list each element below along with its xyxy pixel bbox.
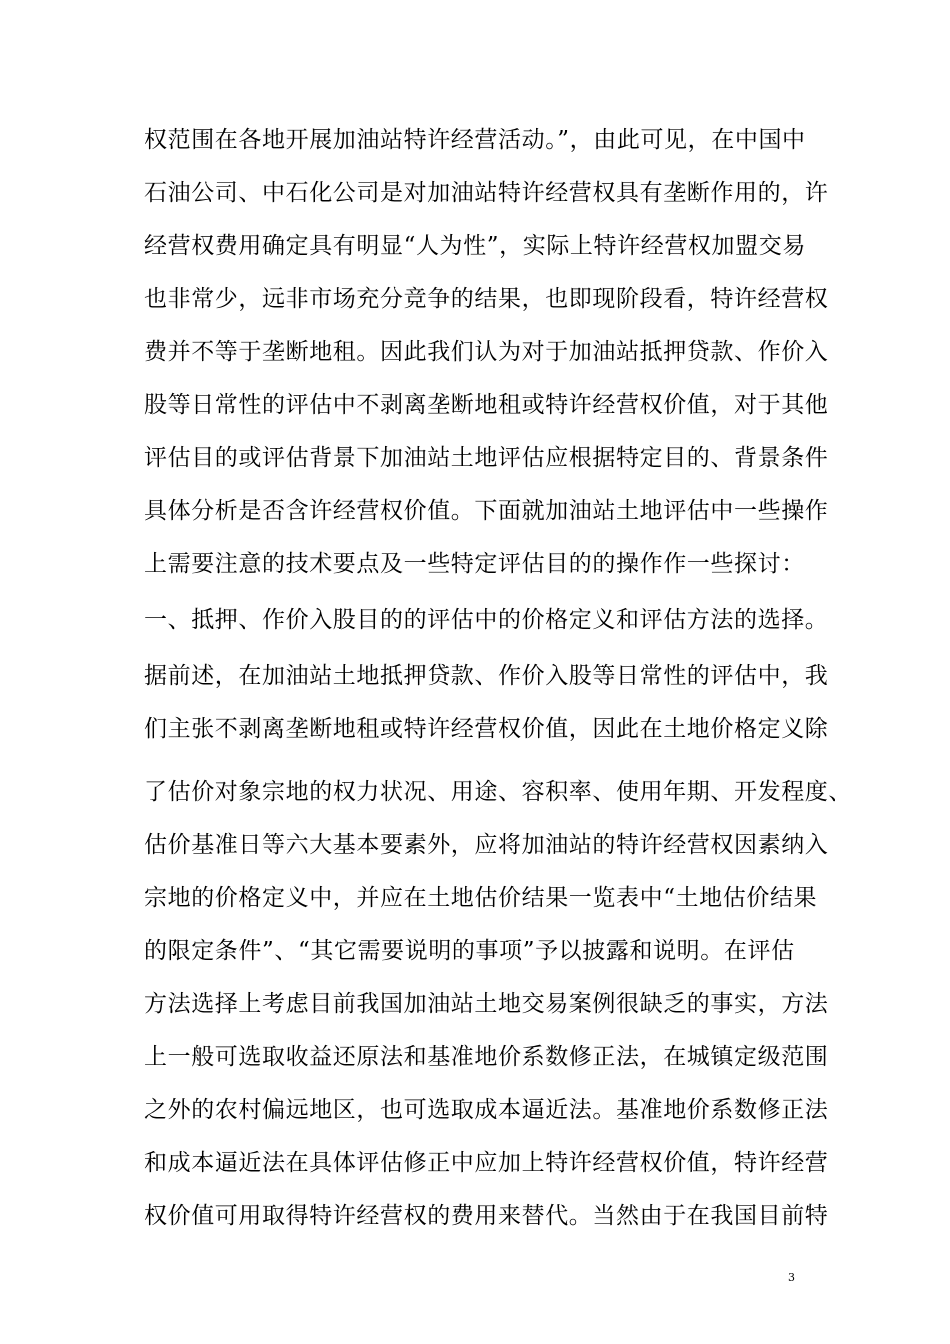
text-line: 据前述，在加油站土地抵押贷款、作价入股等日常性的评估中，我: [144, 663, 829, 689]
text-line: 上一般可选取收益还原法和基准地价系数修正法，在城镇定级范围: [144, 1044, 829, 1070]
text-line: 之外的农村偏远地区，也可选取成本逼近法。基准地价系数修正法: [144, 1097, 829, 1123]
text-line: 了估价对象宗地的权力状况、用途、容积率、使用年期、开发程度、: [144, 779, 852, 805]
text-line: 的限定条件”、“其它需要说明的事项”予以披露和说明。在评估: [144, 938, 795, 964]
section-heading: 一、抵押、作价入股目的的评估中的价格定义和评估方法的选择。: [144, 607, 829, 633]
text-line: 和成本逼近法在具体评估修正中应加上特许经营权价值，特许经营: [144, 1150, 829, 1176]
text-line: 费并不等于垄断地租。因此我们认为对于加油站抵押贷款、作价入: [144, 339, 829, 365]
text-line: 也非常少，远非市场充分竞争的结果，也即现阶段看，特许经营权: [144, 286, 829, 312]
text-line: 具体分析是否含许经营权价值。下面就加油站土地评估中一些操作: [144, 498, 829, 524]
page-number: 3: [788, 1271, 795, 1284]
text-line: 评估目的或评估背景下加油站土地评估应根据特定目的、背景条件: [144, 445, 829, 471]
text-line: 上需要注意的技术要点及一些特定评估目的的操作作一些探讨：: [144, 551, 805, 577]
text-line: 权价值可用取得特许经营权的费用来替代。当然由于在我国目前特: [144, 1203, 829, 1229]
text-line: 们主张不剥离垄断地租或特许经营权价值，因此在土地价格定义除: [144, 716, 829, 742]
text-line: 估价基准日等六大基本要素外，应将加油站的特许经营权因素纳入: [144, 832, 829, 858]
text-line: 股等日常性的评估中不剥离垄断地租或特许经营权价值，对于其他: [144, 392, 829, 418]
text-line: 宗地的价格定义中，并应在土地估价结果一览表中“土地估价结果: [144, 885, 818, 911]
text-line: 经营权费用确定具有明显“人为性”，实际上特许经营权加盟交易: [144, 233, 806, 259]
text-line: 石油公司、中石化公司是对加油站特许经营权具有垄断作用的，许: [144, 180, 829, 206]
text-line: 方法选择上考虑目前我国加油站土地交易案例很缺乏的事实，方法: [144, 991, 829, 1017]
text-line: 权范围在各地开展加油站特许经营活动。”，由此可见，在中国中: [144, 127, 806, 153]
